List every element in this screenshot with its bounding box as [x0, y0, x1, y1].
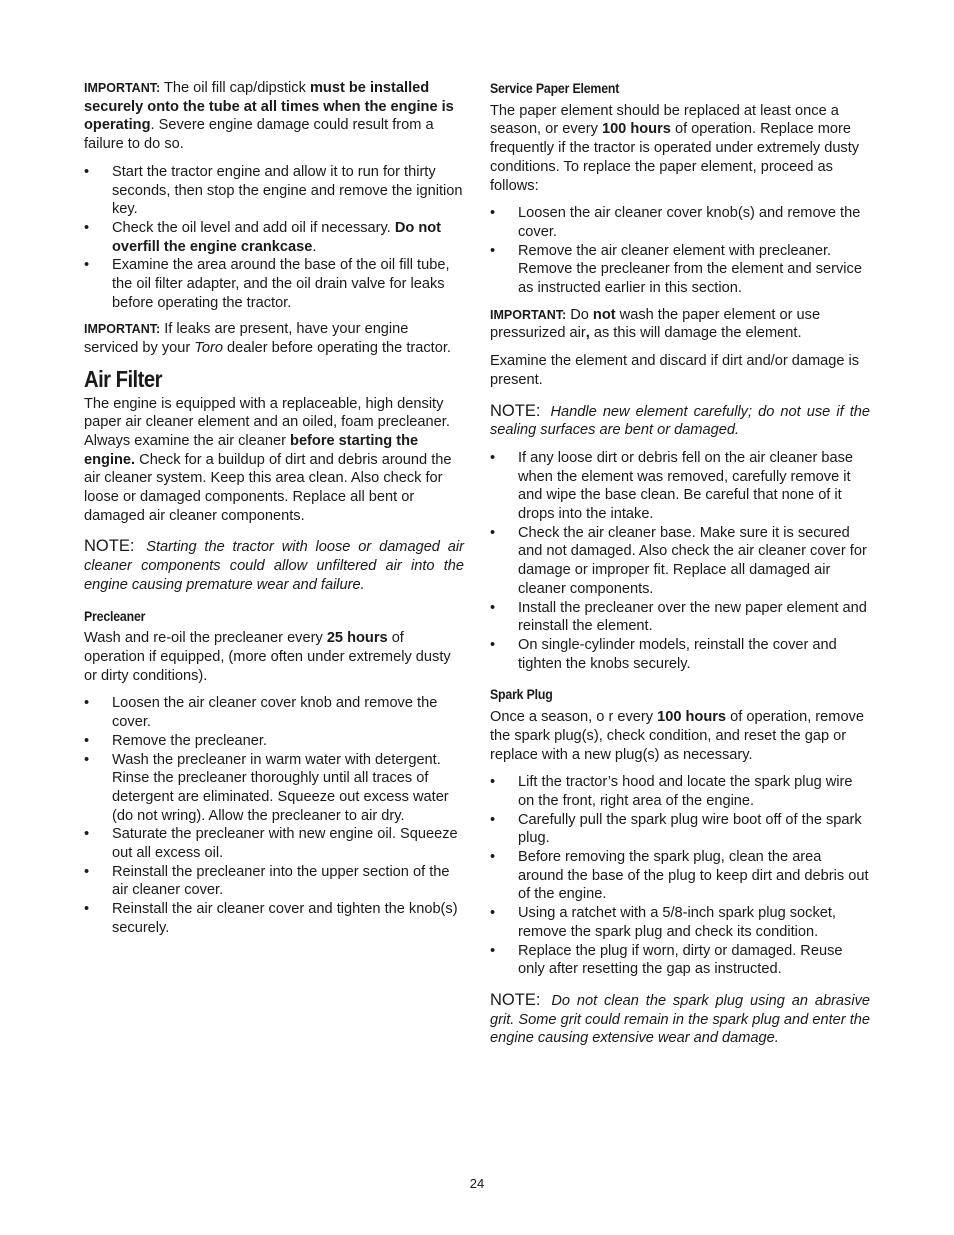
list-item: • Wash the precleaner in warm water with detergent. Rinse the precleaner thoroughly until all traces of detergent are eliminated. Squeeze out excess water (do not wring). Allow the precleaner to air dry. [84, 751, 464, 826]
left-column [84, 79, 464, 946]
list-item: • Start the tractor engine and allow it to run for thirty seconds, then stop the engine and remove the ignition key. [84, 163, 464, 219]
right-column [490, 79, 870, 1057]
note-handle-element: NOTE: Handle new element carefully; do not use if the sealing surfaces are bent or damaged. [490, 401, 871, 439]
paper-element-list [490, 204, 870, 298]
heading-service-paper-element: Service Paper Element [490, 80, 620, 96]
important-oil-cap: IMPORTANT: The oil fill cap/dipstick must be installed securely onto the tube at all times when the engine is operating. Severe engine damage could result from a failure to do so. [84, 80, 454, 153]
list-item: • Before removing the spark plug, clean the area around the base of the plug to keep dirt and debris out of the engine. [490, 848, 870, 904]
list-item: • Replace the plug if worn, dirty or damaged. Reuse only after resetting the gap as instructed. [490, 942, 870, 979]
heading-precleaner: Precleaner [84, 607, 146, 624]
heading-spark-plug: Spark Plug [490, 686, 553, 703]
oil-check-list [84, 163, 464, 313]
list-item: • Using a ratchet with a 5/8-inch spark plug socket, remove the spark plug and check its condition. [490, 904, 870, 941]
list-item: • If any loose dirt or debris fell on the air cleaner base when the element was removed, carefully remove it and wipe the base clean. Be careful that none of it drops into the intake. [490, 449, 870, 524]
spark-plug-list [490, 773, 870, 979]
important-leaks: IMPORTANT: If leaks are present, have your engine serviced by your Toro dealer before operating the tractor. [84, 321, 451, 357]
list-item: • Install the precleaner over the new paper element and reinstall the element. [490, 599, 870, 636]
air-filter-intro: The engine is equipped with a replaceable, high density paper air cleaner element and an oiled, foam precleaner. Always examine the air cleaner before starting the engine. Check for a buildup of dirt and debris around the air cleaner system. Keep this area clean. Also check for loose or damaged components. Replace all bent or damaged air cleaner components. [84, 395, 452, 524]
list-item: • Carefully pull the spark plug wire boot off of the spark plug. [490, 811, 870, 848]
precleaner-list [84, 694, 464, 937]
list-item: • Remove the air cleaner element with precleaner. Remove the precleaner from the element and service as instructed earlier in this section. [490, 242, 870, 298]
note-air-cleaner: NOTE: Starting the tractor with loose or damaged air cleaner components could allow unfiltered air into the engine causing premature wear and failure. [84, 537, 464, 593]
list-item: • Examine the area around the base of the oil fill tube, the oil filter adapter, and the oil drain valve for leaks before operating the tractor. [84, 256, 464, 312]
list-item: • Check the oil level and add oil if necessary. Do not overfill the engine crankcase. [84, 219, 464, 256]
paper-element-intro: The paper element should be replaced at least once a season, or every 100 hours of operation. Replace more frequently if the tractor is operated under extremely dusty conditions. To replace the paper element, proceed as follows: [490, 102, 860, 194]
spark-plug-intro: Once a season, o r every 100 hours of operation, remove the spark plug(s), check condition, and reset the gap or replace with a new plug(s) as necessary. [490, 709, 864, 763]
list-item: • Remove the precleaner. [84, 732, 464, 751]
list-item: • Saturate the precleaner with new engine oil. Squeeze out all excess oil. [84, 825, 464, 862]
list-item: • Loosen the air cleaner cover knob(s) and remove the cover. [490, 204, 870, 241]
list-item: • Loosen the air cleaner cover knob and remove the cover. [84, 694, 464, 731]
examine-element: Examine the element and discard if dirt and/or damage is present. [490, 353, 860, 388]
note-spark-plug: NOTE: Do not clean the spark plug using an abrasive grit. Some grit could remain in the spark plug and enter the engine causing extensive wear and damage. [490, 990, 870, 1047]
heading-air-filter: Air Filter [84, 365, 162, 392]
list-item: • Lift the tractor’s hood and locate the spark plug wire on the front, right area of the engine. [490, 773, 870, 810]
list-item: • On single-cylinder models, reinstall the cover and tighten the knobs securely. [490, 636, 870, 673]
list-item: • Reinstall the precleaner into the upper section of the air cleaner cover. [84, 863, 464, 900]
air-cleaner-base-list [490, 449, 870, 673]
precleaner-intro: Wash and re-oil the precleaner every 25 hours of operation if equipped, (more often under extremely dusty or dirty conditions). [84, 630, 451, 684]
list-item: • Reinstall the air cleaner cover and tighten the knob(s) securely. [84, 900, 464, 937]
important-paper-element: IMPORTANT: Do not wash the paper element or use pressurized air, as this will damage the element. [490, 306, 821, 342]
page-number: 24 [469, 1176, 485, 1191]
list-item: • Check the air cleaner base. Make sure it is secured and not damaged. Also check the air cleaner cover for damage or improper fit. Replace all damaged air cleaner components. [490, 524, 870, 599]
